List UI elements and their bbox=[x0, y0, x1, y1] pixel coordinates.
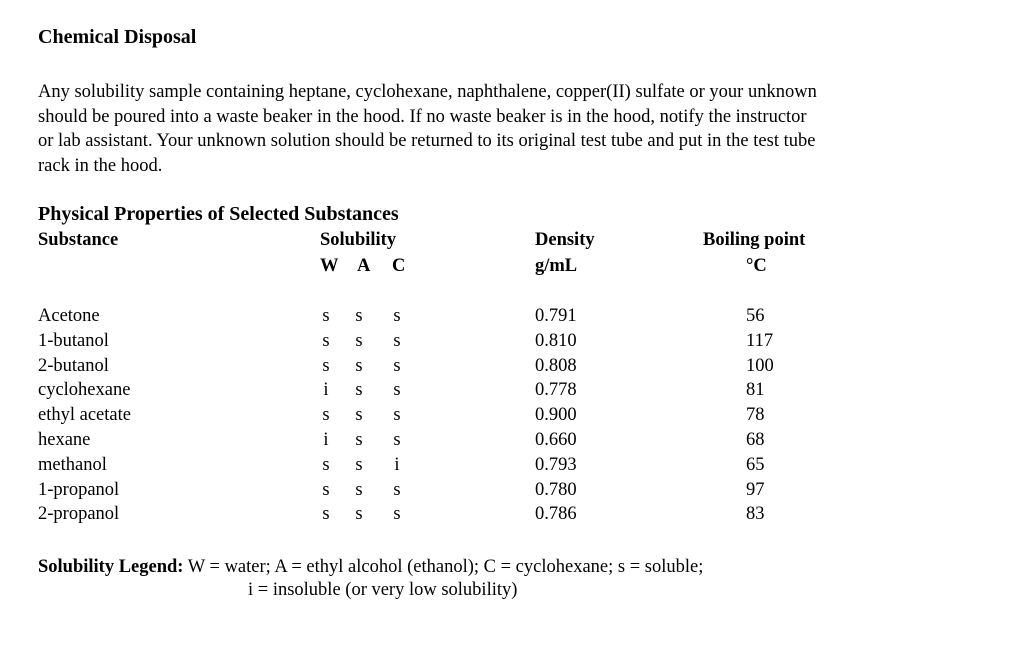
substance-name: methanol bbox=[38, 454, 107, 475]
disposal-line: rack in the hood. bbox=[38, 155, 163, 176]
table-row bbox=[0, 306, 1024, 331]
solubility-ethanol: s bbox=[355, 504, 363, 525]
solubility-ethanol: s bbox=[355, 306, 363, 326]
header-solubility-a: A bbox=[357, 256, 371, 276]
table-row bbox=[0, 455, 1024, 480]
solubility-cyclohexane: i bbox=[394, 454, 400, 475]
substance-name: 1-butanol bbox=[38, 330, 109, 351]
solubility-cyclohexane: s bbox=[393, 355, 401, 376]
density-value: 0.791 bbox=[535, 306, 577, 326]
density-value: 0.810 bbox=[535, 330, 577, 351]
solubility-ethanol: s bbox=[355, 330, 363, 351]
solubility-cyclohexane: s bbox=[393, 479, 401, 500]
substance-name: cyclohexane bbox=[38, 380, 131, 401]
solubility-water: i bbox=[323, 380, 329, 401]
boiling-point-value: 83 bbox=[746, 504, 765, 525]
boiling-point-value: 65 bbox=[746, 454, 765, 475]
solubility-ethanol: s bbox=[355, 454, 363, 475]
solubility-ethanol: s bbox=[355, 405, 363, 426]
table-row bbox=[0, 430, 1024, 455]
substance-name: Acetone bbox=[38, 306, 100, 326]
header-density: Density bbox=[535, 230, 595, 250]
boiling-point-value: 78 bbox=[746, 405, 765, 426]
substance-name: 2-butanol bbox=[38, 355, 109, 376]
solubility-water: s bbox=[322, 504, 330, 525]
substance-name: 2-propanol bbox=[38, 504, 120, 525]
disposal-paragraph bbox=[38, 80, 978, 178]
density-value: 0.780 bbox=[535, 479, 577, 500]
solubility-cyclohexane: s bbox=[393, 380, 401, 401]
header-solubility: Solubility bbox=[320, 230, 397, 250]
table-row bbox=[0, 356, 1024, 381]
legend-line-2: i = insoluble (or very low solubility) bbox=[248, 580, 518, 600]
disposal-title: Chemical Disposal bbox=[38, 26, 197, 48]
substance-name: ethyl acetate bbox=[38, 405, 131, 426]
header-density-unit: g/mL bbox=[535, 256, 578, 276]
header-solubility-w: W bbox=[320, 256, 339, 276]
solubility-water: s bbox=[322, 454, 330, 475]
solubility-ethanol: s bbox=[355, 380, 363, 401]
boiling-point-value: 97 bbox=[746, 479, 765, 500]
header-substance: Substance bbox=[38, 230, 119, 250]
header-solubility-c: C bbox=[392, 256, 406, 276]
header-boiling-unit: °C bbox=[746, 256, 767, 276]
boiling-point-value: 68 bbox=[746, 429, 765, 450]
solubility-ethanol: s bbox=[355, 429, 363, 450]
solubility-ethanol: s bbox=[355, 355, 363, 376]
solubility-water: s bbox=[322, 405, 330, 426]
solubility-water: s bbox=[322, 355, 330, 376]
boiling-point-value: 81 bbox=[746, 380, 765, 401]
header-boiling-point: Boiling point bbox=[703, 230, 806, 250]
solubility-cyclohexane: s bbox=[393, 429, 401, 450]
table-row bbox=[0, 380, 1024, 405]
density-value: 0.786 bbox=[535, 504, 577, 525]
solubility-ethanol: s bbox=[355, 479, 363, 500]
density-value: 0.778 bbox=[535, 380, 577, 401]
table-row bbox=[0, 480, 1024, 505]
solubility-water: s bbox=[322, 330, 330, 351]
solubility-cyclohexane: s bbox=[393, 405, 401, 426]
table-row bbox=[0, 504, 1024, 529]
substance-name: 1-propanol bbox=[38, 479, 120, 500]
boiling-point-value: 100 bbox=[746, 355, 774, 376]
solubility-cyclohexane: s bbox=[393, 330, 401, 351]
legend-line-1: W = water; A = ethyl alcohol (ethanol); C = cyclohexane; s = soluble; bbox=[187, 557, 704, 577]
table-row bbox=[0, 405, 1024, 430]
boiling-point-value: 56 bbox=[746, 306, 765, 326]
solubility-water: s bbox=[322, 479, 330, 500]
solubility-cyclohexane: s bbox=[393, 504, 401, 525]
disposal-line: or lab assistant. Your unknown solution should be returned to its original test tube and put in the test tube bbox=[38, 131, 816, 151]
legend-label: Solubility Legend: bbox=[38, 557, 184, 577]
density-value: 0.808 bbox=[535, 355, 577, 376]
solubility-legend bbox=[38, 555, 703, 580]
density-value: 0.900 bbox=[535, 405, 577, 426]
boiling-point-value: 117 bbox=[746, 330, 774, 351]
properties-table-body bbox=[0, 306, 1024, 529]
properties-title: Physical Properties of Selected Substances bbox=[38, 203, 399, 225]
solubility-water: s bbox=[322, 306, 330, 326]
solubility-water: i bbox=[323, 429, 329, 450]
solubility-cyclohexane: s bbox=[393, 306, 401, 326]
disposal-line: should be poured into a waste beaker in the hood. If no waste beaker is in the hood, notify the instructor bbox=[38, 106, 807, 127]
disposal-line: Any solubility sample containing heptane, cyclohexane, naphthalene, copper(II) sulfate or your unknown bbox=[38, 82, 817, 102]
density-value: 0.660 bbox=[535, 429, 577, 450]
substance-name: hexane bbox=[38, 429, 91, 450]
density-value: 0.793 bbox=[535, 454, 577, 475]
table-row bbox=[0, 331, 1024, 356]
